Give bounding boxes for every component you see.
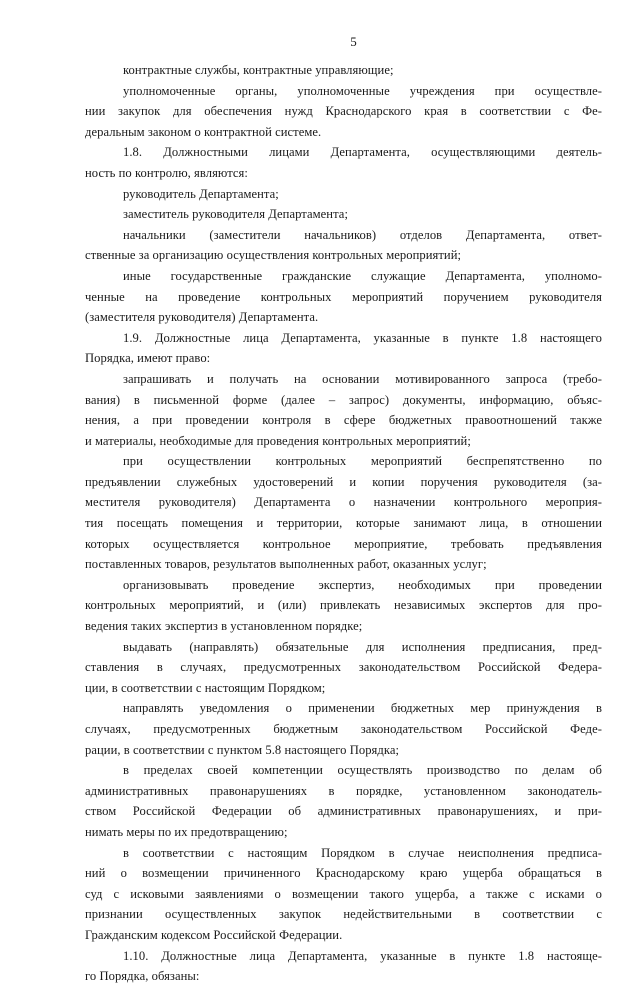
- page-number: 5: [350, 34, 357, 49]
- text-line: ность по контролю, являются:: [85, 165, 248, 180]
- text-line: Порядка, имеют право:: [85, 351, 211, 366]
- text-line: ством Российской Федерации об административных правонарушениях, и при-: [85, 804, 602, 819]
- text-line: ставления в случаях, предусмотренных законодательством Российской Федера-: [85, 660, 602, 675]
- text-line: 1.8. Должностными лицами Департамента, осуществляющими деятель-: [123, 145, 602, 160]
- text-line: местителя руководителя) Департамента о назначении контрольного мероприя-: [85, 495, 602, 510]
- text-line: 1.10. Должностные лица Департамента, указанные в пункте 1.8 настояще-: [123, 948, 602, 963]
- text-line: руководитель Департамента;: [123, 186, 279, 201]
- text-line: признании осуществленных закупок недействительными в соответствии с: [85, 907, 602, 922]
- text-line: иные государственные гражданские служащие Департамента, уполномо-: [123, 268, 602, 283]
- text-line: контрактные службы, контрактные управляющие;: [123, 63, 394, 77]
- text-line: в пределах своей компетенции осуществлять производство по делам об: [123, 763, 602, 778]
- text-line: случаях, предусмотренных бюджетным законодательством Российской Феде-: [85, 722, 602, 736]
- text-line: уполномоченные органы, уполномоченные учреждения при осуществле-: [123, 83, 602, 98]
- text-line: выдавать (направлять) обязательные для исполнения предписания, пред-: [123, 639, 602, 654]
- text-line: нимать меры по их предотвращению;: [85, 824, 288, 839]
- text-line: запрашивать и получать на основании мотивированного запроса (требо-: [123, 371, 602, 386]
- text-line: суд с исковыми заявлениями о возмещении такого ущерба, а также с исками о: [85, 886, 602, 901]
- text-line: вания) в письменной форме (далее – запрос) документы, информацию, объяс-: [85, 392, 602, 407]
- text-line: организовывать проведение экспертиз, необходимых при проведении: [123, 577, 602, 592]
- text-line: контрольных мероприятий, и (или) привлекать независимых экспертов для про-: [85, 598, 602, 613]
- text-line: ственные за организацию осуществления контрольных мероприятий;: [85, 248, 462, 263]
- text-line: тия посещать помещения и территории, которые занимают лица, в отношении: [85, 516, 602, 531]
- text-line: предъявлении служебных удостоверений и копии поручения руководителя (за-: [85, 474, 602, 489]
- text-line: ченные на проведение контрольных мероприятий поручением руководителя: [85, 289, 602, 304]
- text-line: и материалы, необходимые для проведения контрольных мероприятий;: [85, 433, 471, 448]
- text-line: нения, а при проведении контроля в сфере бюджетных правоотношений также: [85, 413, 602, 428]
- text-line: административных правонарушениях в порядке, установленном законодатель-: [85, 783, 602, 798]
- text-line: ний о возмещении причиненного Краснодарскому краю ущерба обращаться в: [85, 866, 602, 881]
- text-line: начальники (заместители начальников) отделов Департамента, ответ-: [123, 227, 602, 242]
- text-line: ведения таких экспертиз в установленном порядке;: [85, 619, 363, 634]
- text-line: которых осуществляется контрольное мероприятие, требовать предъявления: [85, 536, 602, 551]
- text-line: деральным законом о контрактной системе.: [85, 124, 322, 139]
- text-line: рации, в соответствии с пунктом 5.8 настоящего Порядка;: [85, 742, 400, 757]
- text-line: (заместителя руководителя) Департамента.: [85, 310, 319, 325]
- text-line: заместитель руководителя Департамента;: [123, 207, 348, 222]
- text-line: Гражданским кодексом Российской Федерации.: [85, 927, 343, 942]
- text-line: ции, в соответствии с настоящим Порядком;: [85, 680, 326, 695]
- text-line: при осуществлении контрольных мероприятий беспрепятственно по: [123, 454, 602, 469]
- text-line: направлять уведомления о применении бюджетных мер принуждения в: [123, 701, 602, 716]
- document-body: [85, 60, 602, 987]
- text-line: поставленных товаров, результатов выполненных работ, оказанных услуг;: [85, 557, 487, 572]
- text-line: в соответствии с настоящим Порядком в случае неисполнения предписа-: [123, 845, 602, 860]
- text-line: 1.9. Должностные лица Департамента, указанные в пункте 1.8 настоящего: [123, 330, 602, 345]
- text-line: нии закупок для обеспечения нужд Краснодарского края в соответствии с Фе-: [85, 104, 602, 119]
- text-line: го Порядка, обязаны:: [85, 969, 200, 984]
